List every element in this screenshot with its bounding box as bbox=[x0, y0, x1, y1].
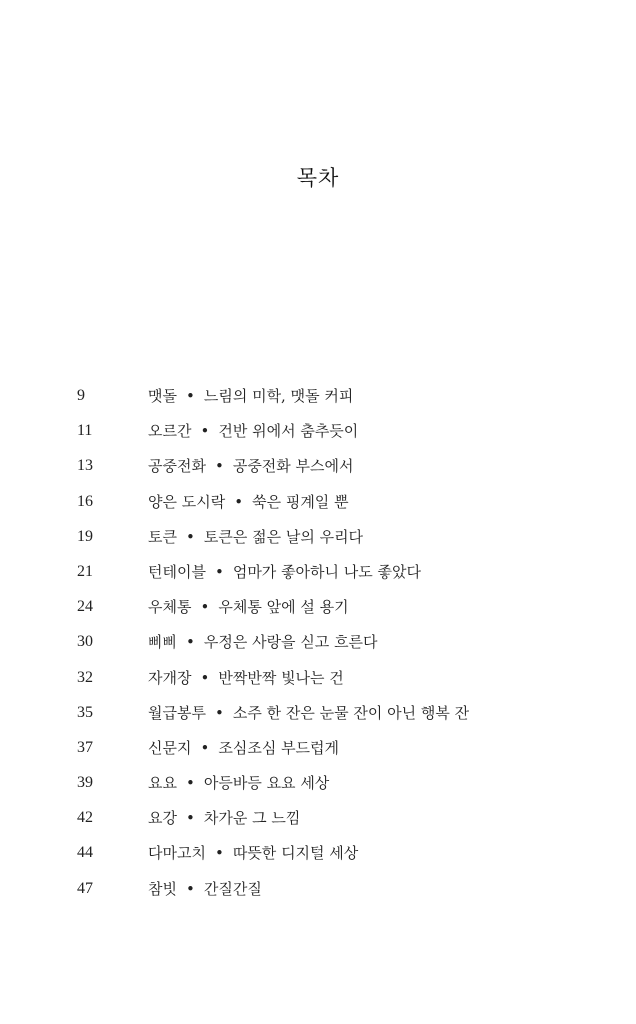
toc-entry[interactable] bbox=[0, 525, 636, 560]
toc-page-number: 39 bbox=[77, 774, 93, 792]
toc-page-number: 19 bbox=[77, 527, 93, 545]
bullet-separator-icon: • bbox=[185, 387, 195, 405]
toc-topic: 맷돌 bbox=[148, 387, 177, 405]
toc-topic: 공중전화 bbox=[148, 457, 206, 476]
toc-entry-text bbox=[148, 701, 469, 725]
toc-entry-text bbox=[148, 454, 354, 478]
toc-page-number: 9 bbox=[77, 387, 85, 404]
toc-entry[interactable] bbox=[0, 877, 636, 912]
toc-entry-text bbox=[148, 384, 353, 408]
toc-page-number: 32 bbox=[77, 668, 93, 686]
toc-topic: 우체통 bbox=[148, 598, 192, 617]
toc-entry[interactable] bbox=[0, 806, 636, 841]
toc-entry[interactable] bbox=[0, 841, 636, 876]
bullet-separator-icon: • bbox=[185, 527, 195, 546]
toc-entry-text bbox=[148, 841, 358, 865]
toc-topic: 신문지 bbox=[148, 738, 192, 757]
toc-subtitle: 쑥은 핑계일 뿐 bbox=[252, 492, 349, 511]
toc-page-number: 42 bbox=[77, 809, 93, 827]
toc-topic: 자개장 bbox=[148, 668, 192, 687]
table-of-contents bbox=[0, 384, 636, 912]
toc-subtitle: 건반 위에서 춤추듯이 bbox=[218, 422, 359, 441]
bullet-separator-icon: • bbox=[185, 879, 195, 898]
toc-subtitle: 엄마가 좋아하니 나도 좋았다 bbox=[232, 562, 422, 581]
toc-entry-text bbox=[148, 771, 329, 795]
toc-topic: 월급봉투 bbox=[148, 703, 206, 722]
bullet-separator-icon: • bbox=[200, 668, 210, 687]
bullet-separator-icon: • bbox=[200, 738, 210, 757]
bullet-separator-icon: • bbox=[214, 562, 224, 581]
toc-entry-text bbox=[148, 806, 300, 830]
toc-page-number: 24 bbox=[77, 598, 93, 616]
toc-subtitle: 우정은 사랑을 싣고 흐른다 bbox=[203, 633, 378, 652]
toc-entry-text bbox=[148, 525, 363, 549]
toc-topic: 턴테이블 bbox=[148, 562, 206, 581]
toc-topic: 참빗 bbox=[148, 879, 177, 898]
toc-subtitle: 아등바등 요요 세상 bbox=[203, 774, 330, 793]
toc-entry-text bbox=[148, 560, 421, 584]
toc-page-number: 30 bbox=[77, 633, 93, 651]
toc-entry[interactable] bbox=[0, 419, 636, 454]
toc-entry[interactable] bbox=[0, 666, 636, 701]
toc-entry[interactable] bbox=[0, 595, 636, 630]
toc-page-number: 11 bbox=[77, 422, 93, 440]
toc-entry[interactable] bbox=[0, 701, 636, 736]
toc-entry[interactable] bbox=[0, 771, 636, 806]
toc-entry-text bbox=[148, 419, 358, 443]
toc-page-number: 13 bbox=[77, 457, 93, 475]
toc-topic: 오르간 bbox=[148, 422, 192, 441]
toc-subtitle: 소주 한 잔은 눈물 잔이 아닌 행복 잔 bbox=[232, 703, 470, 722]
toc-entry[interactable] bbox=[0, 454, 636, 489]
toc-subtitle: 간질간질 bbox=[203, 879, 262, 898]
toc-subtitle: 토큰은 젊은 날의 우리다 bbox=[203, 527, 364, 546]
toc-entry-text bbox=[148, 736, 339, 760]
toc-entry[interactable] bbox=[0, 630, 636, 665]
toc-entry-text bbox=[148, 630, 378, 654]
page-title: 목차 bbox=[296, 166, 340, 190]
toc-subtitle: 따뜻한 디지털 세상 bbox=[232, 844, 359, 863]
toc-entry[interactable] bbox=[0, 384, 636, 419]
toc-subtitle: 반짝반짝 빛나는 건 bbox=[218, 668, 344, 687]
toc-topic: 양은 도시락 bbox=[148, 492, 226, 511]
bullet-separator-icon: • bbox=[200, 598, 210, 617]
bullet-separator-icon: • bbox=[200, 422, 210, 441]
toc-subtitle: 차가운 그 느낌 bbox=[203, 809, 301, 828]
toc-entry-text bbox=[148, 877, 262, 901]
toc-page-number: 44 bbox=[77, 844, 93, 862]
bullet-separator-icon: • bbox=[214, 703, 224, 722]
toc-topic: 요강 bbox=[148, 809, 177, 828]
toc-page-number: 47 bbox=[77, 879, 93, 897]
toc-entry-text bbox=[148, 595, 349, 619]
toc-entry-text bbox=[148, 666, 344, 690]
toc-subtitle: 우체통 앞에 설 용기 bbox=[218, 598, 349, 617]
toc-topic: 요요 bbox=[148, 774, 177, 793]
bullet-separator-icon: • bbox=[185, 633, 195, 652]
toc-entry[interactable] bbox=[0, 736, 636, 771]
toc-topic: 다마고치 bbox=[148, 844, 206, 863]
toc-subtitle: 조심조심 부드럽게 bbox=[218, 738, 340, 757]
toc-topic: 토큰 bbox=[148, 527, 177, 546]
toc-page-number: 16 bbox=[77, 492, 93, 510]
toc-entry-text bbox=[148, 490, 349, 514]
toc-entry[interactable] bbox=[0, 560, 636, 595]
bullet-separator-icon: • bbox=[185, 774, 195, 793]
bullet-separator-icon: • bbox=[185, 809, 195, 828]
toc-page-number: 37 bbox=[77, 738, 93, 756]
toc-page-number: 21 bbox=[77, 562, 93, 580]
toc-subtitle: 느림의 미학, 맷돌 커피 bbox=[203, 387, 354, 405]
bullet-separator-icon: • bbox=[234, 492, 244, 511]
bullet-separator-icon: • bbox=[214, 457, 224, 476]
toc-topic: 삐삐 bbox=[148, 633, 177, 652]
toc-page-number: 35 bbox=[77, 703, 93, 721]
toc-entry[interactable] bbox=[0, 490, 636, 525]
bullet-separator-icon: • bbox=[214, 844, 224, 863]
toc-subtitle: 공중전화 부스에서 bbox=[232, 457, 354, 476]
